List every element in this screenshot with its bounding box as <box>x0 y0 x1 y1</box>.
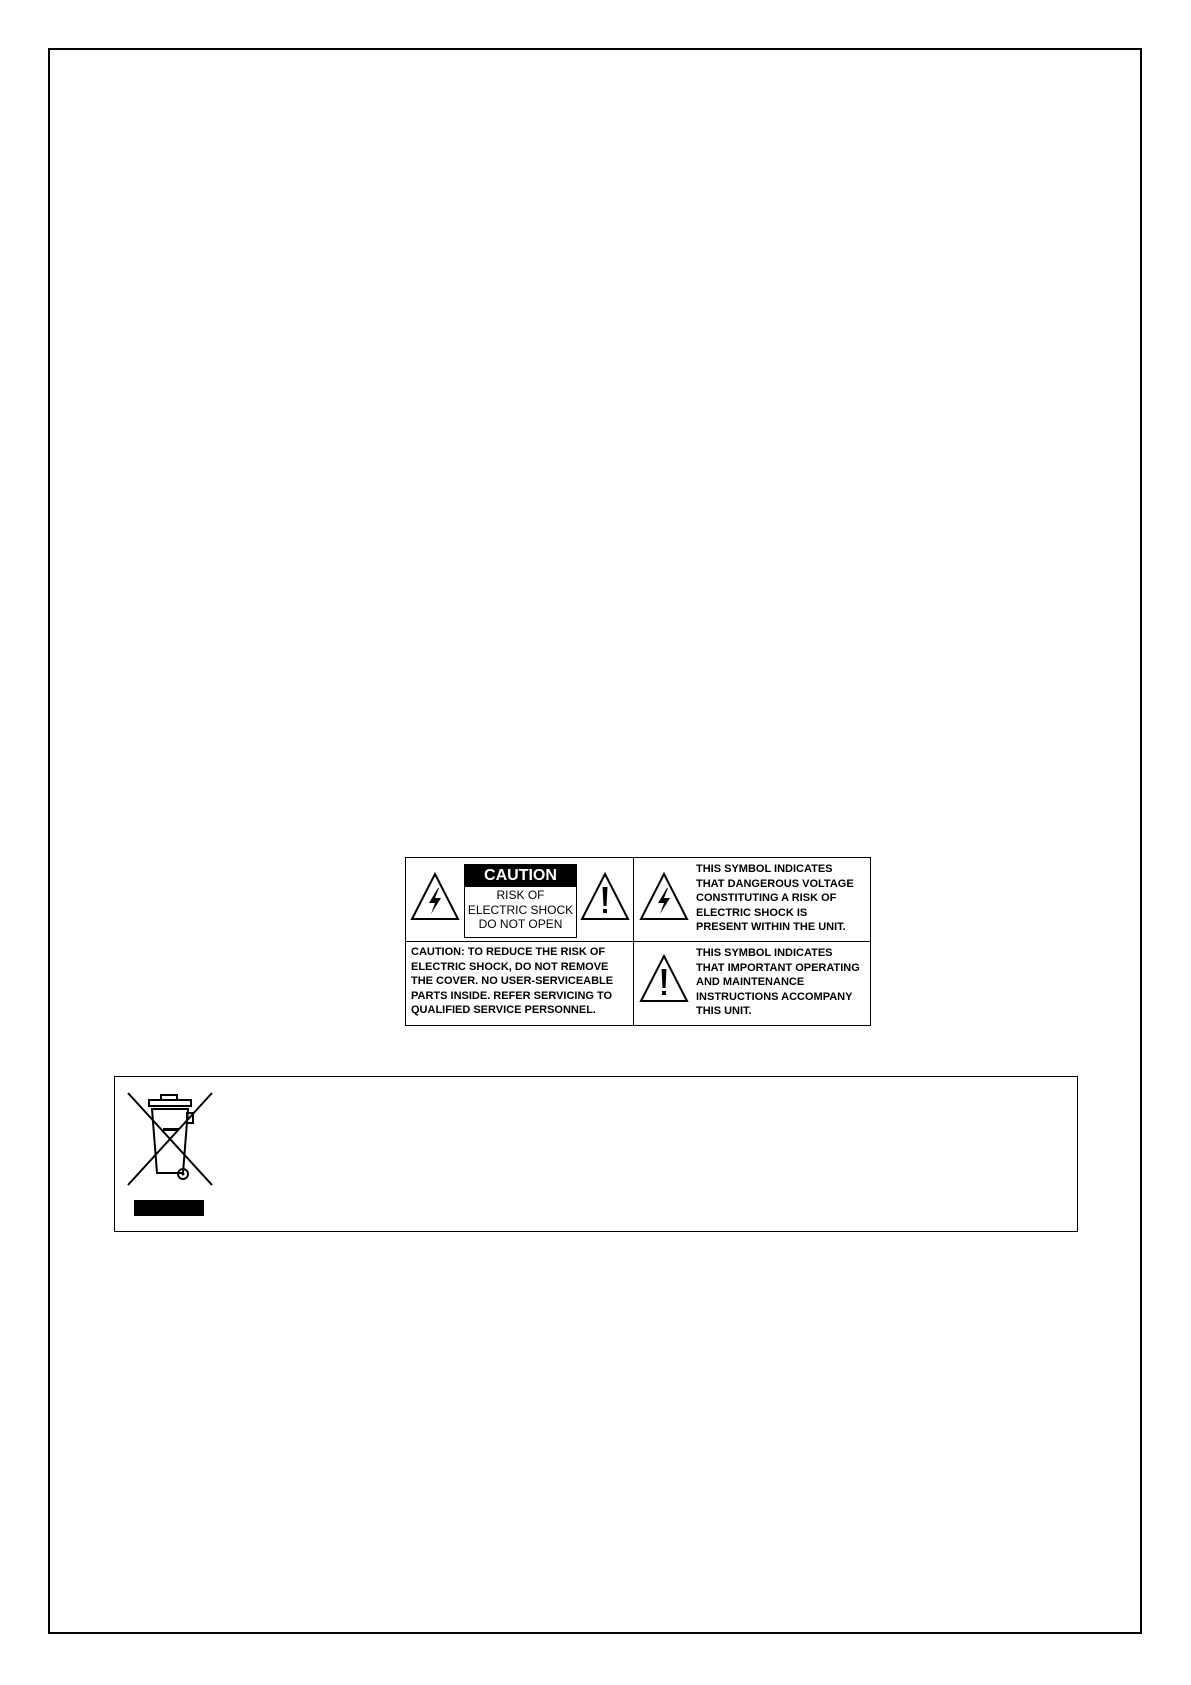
text-line: THIS UNIT. <box>696 1005 752 1018</box>
text-line: THAT IMPORTANT OPERATING <box>696 961 860 974</box>
text-line: THIS SYMBOL INDICATES <box>696 863 833 875</box>
text-line: PRESENT WITHIN THE UNIT. <box>696 921 846 934</box>
caution-label-cell <box>406 858 634 942</box>
caution-heading: CAUTION <box>465 865 576 887</box>
exclamation-warning-icon <box>580 872 630 922</box>
text-line: ELECTRIC SHOCK IS <box>696 906 808 919</box>
page-frame <box>48 48 1142 1634</box>
text-line: CONSTITUTING A RISK OF <box>696 892 837 905</box>
operating-symbol-text <box>696 946 860 1019</box>
text-line: PARTS INSIDE. REFER SERVICING TO <box>411 989 613 1002</box>
voltage-symbol-cell <box>634 858 870 942</box>
text-line: AND MAINTENANCE <box>696 976 805 989</box>
text-line: INSTRUCTIONS ACCOMPANY <box>696 990 853 1003</box>
exclamation-warning-icon <box>639 954 689 1004</box>
operating-symbol-cell <box>634 942 870 1025</box>
caution-warning-text <box>411 945 613 1018</box>
caution-warning-cell <box>406 942 634 1025</box>
text-line: QUALIFIED SERVICE PERSONNEL. <box>411 1004 596 1017</box>
weee-black-bar <box>134 1200 204 1216</box>
text-line: ELECTRIC SHOCK, DO NOT REMOVE <box>411 960 609 973</box>
lightning-warning-icon <box>410 872 460 922</box>
text-line: THE COVER. NO USER-SERVICEABLE <box>411 975 614 988</box>
lightning-warning-icon <box>639 872 689 922</box>
caution-line: ELECTRIC SHOCK <box>467 902 574 917</box>
caution-line: DO NOT OPEN <box>478 917 563 931</box>
caution-label <box>464 864 577 938</box>
caution-table <box>405 857 871 1026</box>
text-line: THAT DANGEROUS VOLTAGE <box>696 877 854 890</box>
text-line: CAUTION: TO REDUCE THE RISK OF <box>411 946 606 958</box>
caution-line: RISK OF <box>496 888 545 902</box>
text-line: THIS SYMBOL INDICATES <box>696 947 833 959</box>
crossed-out-wheelie-bin-icon <box>125 1091 215 1191</box>
weee-notice-box <box>114 1076 1078 1232</box>
voltage-symbol-text <box>696 862 854 935</box>
